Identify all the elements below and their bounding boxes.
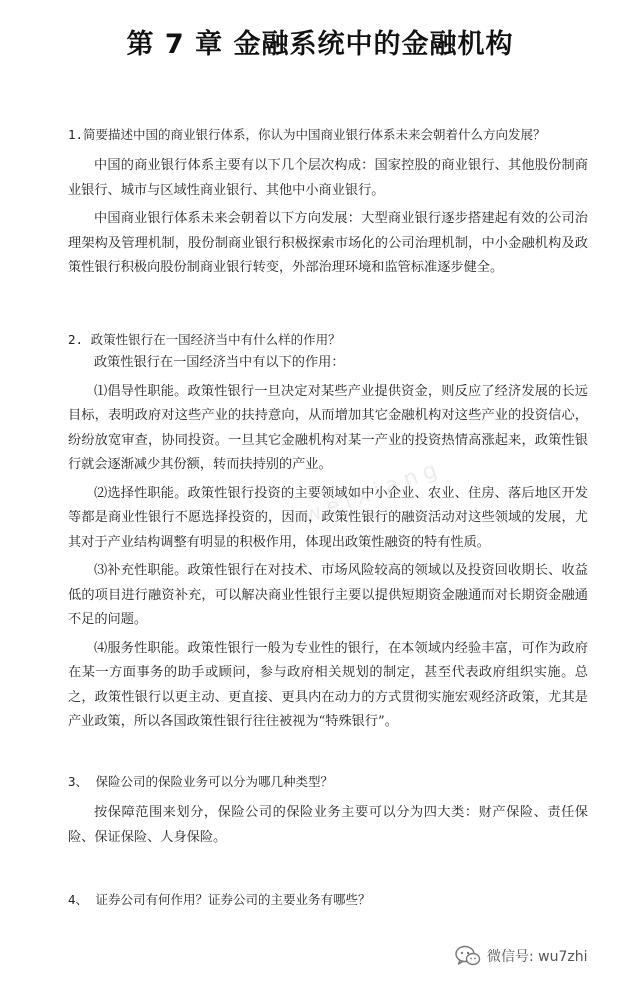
wechat-label: 微信号: wu7zhi bbox=[487, 949, 588, 965]
question-4: 4、 证券公司有何作用？证券公司的主要业务有哪些？ bbox=[68, 892, 371, 907]
answer-2-intro: 政策性银行在一国经济当中有以下的作用： bbox=[94, 355, 345, 370]
answer-1-paragraph-2: 中国商业银行体系未来会朝着以下方向发展：大型商业银行逐步搭建起有效的公司治理架构及管理机制，股份制商业银行积极探索市场化的公司治理机制，中小金融机构及政策性银行积极向股份制商业银行转变，外部治理环境和监管标准逐步健全。 bbox=[68, 211, 588, 275]
answer-1-paragraph-1: 中国的商业银行体系主要有以下几个层次构成：国家控股的商业银行、其他股份制商业银行、城市与区域性商业银行、其他中小商业银行。 bbox=[68, 158, 588, 198]
watermark: weixiang bbox=[300, 455, 447, 530]
chapter-title: 第 7 章 金融系统中的金融机构 bbox=[126, 29, 514, 60]
question-2: 2. 政策性银行在一国经济当中有什么样的作用？ bbox=[68, 332, 341, 347]
section-4 bbox=[68, 888, 588, 911]
wechat-id-badge bbox=[455, 941, 588, 971]
section-2 bbox=[68, 328, 588, 735]
answer-2-item-2: ⑵选择性职能。政策性银行投资的主要领域如中小企业、农业、住房、落后地区开发等都是商业性银行不愿选择投资的，因而，政策性银行的融资活动对这些领域的发展，尤其对于产业结构调整有明显的积极作用，体现出政策性融资的特有性质。 bbox=[68, 485, 588, 550]
section-1 bbox=[68, 123, 588, 281]
question-3: 3、 保险公司的保险业务可以分为哪几种类型？ bbox=[68, 774, 334, 789]
answer-2-item-3: ⑶补充性职能。政策性银行在对技术、市场风险较高的领域以及投资回收期长、收益低的项目进行融资补充，可以解决商业性银行主要以提供短期资金融通而对长期资金融通不足的问题。 bbox=[68, 563, 588, 627]
wechat-icon bbox=[455, 945, 481, 967]
answer-2-item-1: ⑴倡导性职能。政策性银行一旦决定对某些产业提供资金，则反应了经济发展的长远目标，表明政府对这些产业的扶持意向，从而增加其它金融机构对这些产业的投资信心，纷纷放宽审查，协同投资。一旦其它金融机构对某一产业的投资热情高涨起来，政策性银行就会逐渐减少其份额，转而扶持别的产业。 bbox=[68, 383, 588, 472]
question-1: 1.简要描述中国的商业银行体系，你认为中国商业银行体系未来会朝着什么方向发展？ bbox=[68, 127, 546, 142]
answer-3-paragraph-1: 按保障范围来划分，保险公司的保险业务主要可以分为四大类：财产保险、责任保险、保证保险、人身保险。 bbox=[68, 805, 588, 845]
section-3 bbox=[68, 770, 588, 850]
answer-2-item-4: ⑷服务性职能。政策性银行一般为专业性的银行，在本领域内经验丰富，可作为政府在某一方面事务的助手或顾问，参与政府相关规划的制定，甚至代表政府组织实施。总之，政策性银行以更主动、更直接、更具内在动力的方式贯彻实施宏观经济政策，尤其是产业政策，所以各国政策性银行往往被视为“特殊银行”。 bbox=[68, 640, 588, 729]
